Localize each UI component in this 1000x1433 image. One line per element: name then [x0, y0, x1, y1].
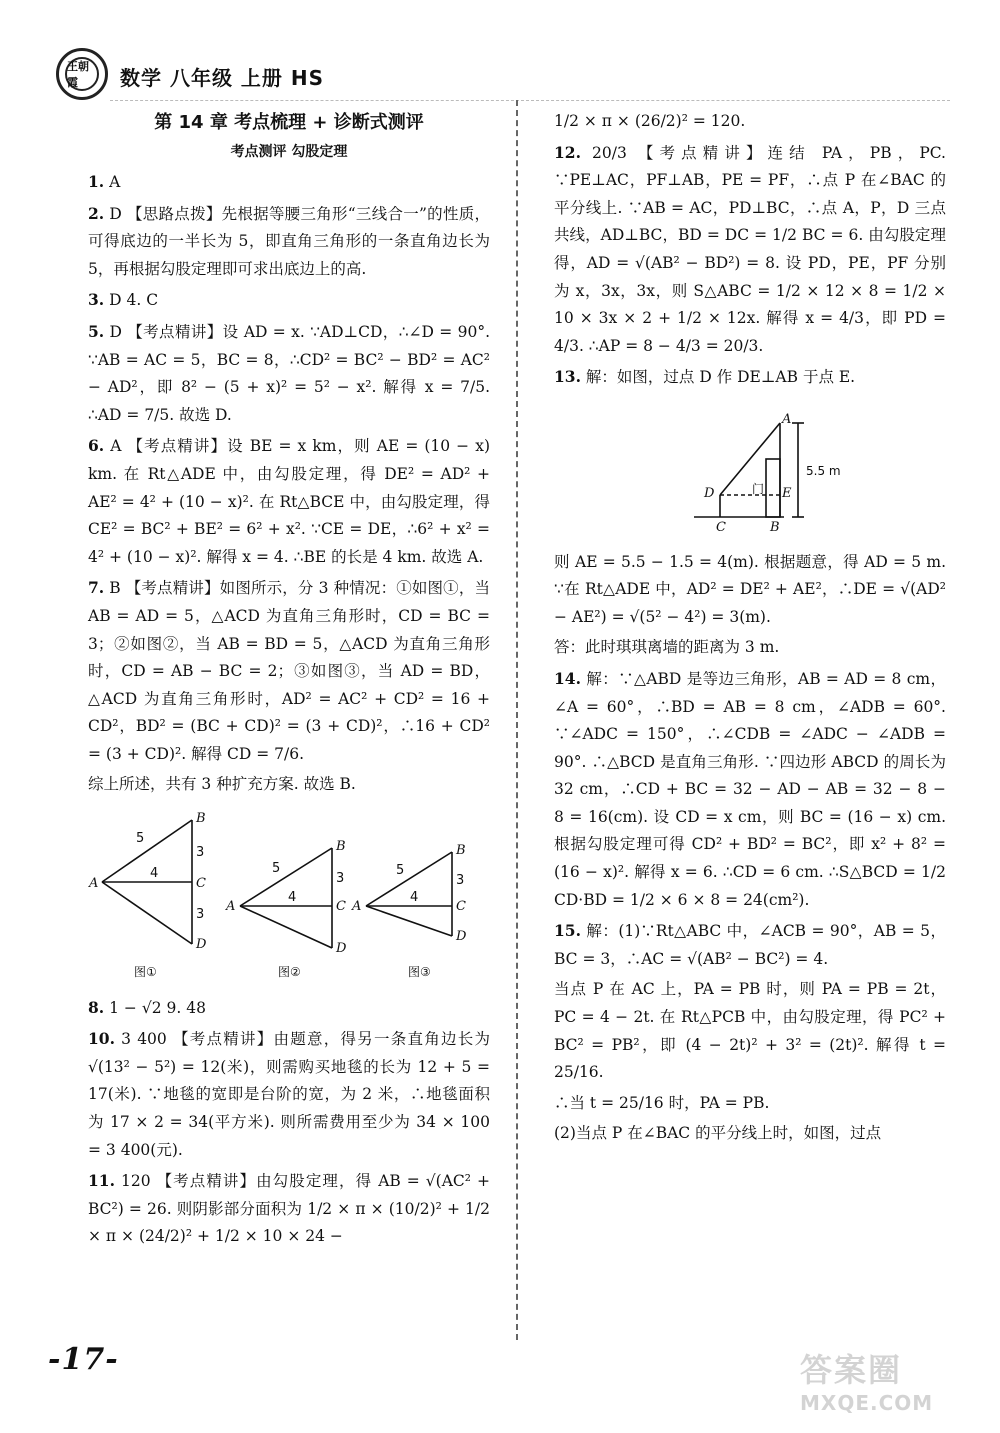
watermark-line-1: 答案圈: [800, 1351, 903, 1389]
answer-item: [554, 976, 946, 1086]
fig13-label-door: 门: [752, 481, 765, 496]
fig13-label-d: D: [704, 485, 715, 501]
answer-number: 6.: [88, 436, 105, 456]
fig13-label-c: C: [716, 519, 726, 535]
answer-item: [88, 1167, 490, 1251]
fig3-label-c: C: [456, 899, 466, 915]
answer-text: 解：∵△ABD 是等边三角形，AB = AD = 8 cm，∠A = 60°，∴BD = AB = 8 cm，∠ADB = 60°. ∵∠ADC = 150°，∴∠CDB = ∠ADC − ∠ADB = 90°. ∴△BCD 是直角三角形. ∵四边形 ABCD 的周长为 32 cm，∴CD + BC = 32 − AD − AB = 32 − 8 − 8 = 16(cm). 设 CD = x cm，则 BC = (16 − x) cm. 根据勾股定理可得 CD² + BD² = BC²，即 x² + 8² = (16 − x)². 解得 x = 6. ∴CD = 6 cm. ∴S△BCD = 1/2 CD·BD = 1/2 × 6 × 8 = 24(cm²).: [554, 669, 946, 909]
fig1-ad: [102, 882, 192, 944]
fig13-label-e: E: [782, 485, 792, 501]
fig2-len-bc: 3: [336, 871, 345, 887]
answer-number: 14.: [554, 668, 581, 688]
answer-number: 1.: [88, 172, 105, 191]
header-rule: [110, 100, 950, 101]
fig3-len-ab: 5: [396, 863, 405, 879]
answer-text: 当点 P 在 AC 上，PA = PB 时，则 PA = PB = 2t，PC = 4 − 2t. 在 Rt△PCB 中，由勾股定理，得 PC² + BC² = PB²，即 (4 − 2t)² + 3² = (2t)². 解得 t = 25/16.: [554, 980, 946, 1082]
answer-text: 120 【考点精讲】由勾股定理，得 AB = √(AC² + BC²) = 26. 则阴影部分面积为 1/2 × π × (10/2)² + 1/2 × π × (24/2)² + 1/2 × 10 × 24 −: [88, 1172, 490, 1246]
answer-number: 5.: [88, 321, 105, 341]
answer-list-left: [88, 168, 490, 799]
answer-item: [554, 634, 946, 662]
answer-item: [88, 318, 490, 429]
fig2-ad: [240, 906, 332, 948]
answer-text: 1/2 × π × (26/2)² = 120.: [554, 112, 746, 130]
answer-item: [88, 771, 490, 799]
answer-number: 8.: [88, 997, 105, 1017]
answer-item: [554, 665, 946, 914]
fig3-ab: [366, 852, 452, 906]
answer-item: [554, 917, 946, 973]
answer-number: 7.: [88, 578, 105, 598]
fig13-label-height: 5.5 m: [806, 463, 841, 478]
answer-list-left-continued: [88, 994, 490, 1251]
door-rect: [766, 459, 780, 517]
answer-item: [554, 108, 946, 136]
answer-number: 3.: [88, 290, 105, 310]
figure-q7: [88, 804, 490, 984]
fig13-label-b: B: [770, 519, 780, 535]
fig1-ab: [102, 820, 192, 882]
answer-text: 1 − √2 9. 48: [109, 998, 206, 1017]
publisher-logo-icon: [56, 48, 108, 100]
answer-text: 解：(1)∵Rt△ABC 中，∠ACB = 90°，AB = 5，BC = 3，∴AC = √(AB² − BC²) = 4.: [554, 922, 946, 968]
answer-item: [88, 994, 490, 1023]
answer-item: [554, 139, 946, 361]
fig1-caption: 图①: [134, 965, 157, 980]
figure-q13: [554, 397, 946, 537]
answer-text: D 【考点精讲】设 AD = x. ∵AD⊥CD，∴∠D = 90°. ∵AB = AC = 5，BC = 8，∴CD² = BC² − BD² = AC² − AD²，即 8² − (5 + x)² = 5² − x². 解得 x = 7/5. ∴AD = 7/5. 故选 D.: [88, 322, 490, 424]
column-divider: [516, 100, 518, 1340]
answer-text: 答：此时琪琪离墙的距离为 3 m.: [554, 638, 780, 657]
fig13-label-a: A: [782, 411, 792, 427]
answer-number: 13.: [554, 367, 581, 387]
fig1-label-d: D: [196, 937, 207, 953]
answer-number: 15.: [554, 921, 581, 941]
answer-item: [88, 286, 490, 315]
answer-number: 10.: [88, 1029, 115, 1049]
answer-item: [554, 549, 946, 632]
fig1-label-c: C: [196, 876, 206, 892]
answer-item: [554, 1120, 946, 1148]
logo-text: 王朝霞: [65, 57, 99, 91]
fig2-label-c: C: [336, 899, 346, 915]
answer-text: A: [109, 173, 121, 191]
answer-number: 2.: [88, 203, 105, 223]
answer-text: 综上所述，共有 3 种扩充方案. 故选 B.: [88, 775, 356, 794]
answer-text: 3 400 【考点精讲】由题意，得另一条直角边长为 √(13² − 5²) = 12(米)，则需购买地毯的长为 12 + 5 = 17(米). ∵地毯的宽即是台阶的宽，为 2 米，∴地毯面积为 17 × 2 = 34(平方米). 则所需费用至少为 34 × 100 = 3 400(元).: [88, 1030, 490, 1159]
answer-text: A 【考点精讲】设 BE = x km，则 AE = (10 − x) km. 在 Rt△ADE 中，由勾股定理，得 DE² = AD² + AE² = 4² + (10 − x)². 在 Rt△BCE 中，由勾股定理，得 CE² = BC² + BE² = 6² + x². ∵CE = DE，∴6² + x² = 4² + (10 − x)². 解得 x = 4. ∴BE 的长是 4 km. 故选 A.: [88, 437, 490, 566]
fig2-label-a: A: [226, 899, 236, 915]
answer-text: D 4. C: [109, 291, 159, 310]
fig1-len-cd: 3: [196, 907, 205, 923]
fig1-len-ab: 5: [136, 831, 145, 847]
fig2-len-ac: 4: [288, 890, 297, 906]
fig1-label-a: A: [89, 876, 99, 892]
answer-text: (2)当点 P 在∠BAC 的平分线上时，如图，过点: [554, 1124, 882, 1143]
left-column: [88, 108, 490, 1254]
fig3-label-b: B: [456, 843, 466, 859]
book-title: 数学 八年级 上册 HS: [120, 66, 325, 90]
answer-number: 11.: [88, 1171, 115, 1191]
fig2-label-d: D: [336, 941, 347, 957]
answer-text: B 【考点精讲】如图所示，分 3 种情况：①如图①，当 AB = AD = 5，△ACD 为直角三角形时，CD = BC = 3；②如图②，当 AB = BD = 5，△ACD 为直角三角形时，CD = AB − BC = 2；③如图③，当 AD = BD，△ACD 为直角三角形时，AD² = AC² + CD² = 16 + CD²，BD² = (BC + CD)² = (3 + CD)²，∴16 + CD² = (3 + CD)². 解得 CD = 7/6.: [88, 579, 490, 763]
chapter-title: 第 14 章 考点梳理 + 诊断式测评: [154, 112, 424, 133]
answer-number: 12.: [554, 142, 581, 162]
answer-item: [554, 363, 946, 392]
answer-item: [88, 1025, 490, 1164]
answer-text: 则 AE = 5.5 − 1.5 = 4(m). 根据题意，得 AD = 5 m. ∵在 Rt△ADE 中，AD² = DE² + AE²，∴DE = √(AD² − AE²) = √(5² − 4²) = 3(m).: [554, 552, 946, 626]
fig2-label-b: B: [336, 839, 346, 855]
fig2-ab: [240, 848, 332, 906]
fig3-caption: 图③: [408, 965, 431, 980]
answer-text: 20/3 【考点精讲】连结 PA，PB，PC. ∵PE⊥AC，PF⊥AB，PE = PF，∴点 P 在∠BAC 的平分线上. ∵AB = AC，PD⊥BC，∴点 A，P，D 三点共线，AD⊥BC，BD = DC = 1/2 BC = 6. 由勾股定理得，AD = √(AB² − BD²) = 8. 设 PD，PE，PF 分别为 x，3x，3x，则 S△ABC = 1/2 × 12 × 8 = 1/2 × 10 × 3x × 2 + 1/2 × 12x. 解得 x = 4/3，即 PD = 4/3. ∴AP = 8 − 4/3 = 20/3.: [554, 143, 946, 355]
fig2-caption: 图②: [278, 965, 301, 980]
answer-item: [88, 574, 490, 768]
answer-text: ∴当 t = 25/16 时，PA = PB.: [554, 1093, 770, 1112]
section-title: 考点测评 勾股定理: [230, 144, 348, 160]
answer-text: D 【思路点拨】先根据等腰三角形“三线合一”的性质，可得底边的一半长为 5，即直角三角形的一条直角边长为 5，再根据勾股定理即可求出底边上的高.: [88, 204, 490, 278]
answer-list-right: [554, 108, 946, 392]
fig2-len-ab: 5: [272, 861, 281, 877]
answer-item: [554, 1090, 946, 1118]
answer-text: 解：如图，过点 D 作 DE⊥AB 于点 E.: [585, 368, 856, 387]
answer-item: [88, 200, 490, 284]
fig1-len-bc: 3: [196, 845, 205, 861]
answer-item: [88, 432, 490, 571]
fig3-ad: [366, 906, 452, 936]
page-header: [50, 48, 950, 108]
page-number: -17-: [48, 1342, 119, 1377]
fig3-label-a: A: [352, 899, 362, 915]
fig3-len-bc: 3: [456, 873, 465, 889]
fig1-len-ac: 4: [150, 866, 159, 882]
answer-item: [88, 168, 490, 197]
fig1-label-b: B: [196, 811, 206, 827]
fig3-label-d: D: [456, 929, 467, 945]
fig3-len-ac: 4: [410, 890, 419, 906]
answer-list-right-continued: [554, 549, 946, 1148]
site-watermark: [800, 1345, 970, 1425]
watermark-line-2: MXQE.COM: [800, 1391, 934, 1415]
right-column: [554, 108, 946, 1151]
